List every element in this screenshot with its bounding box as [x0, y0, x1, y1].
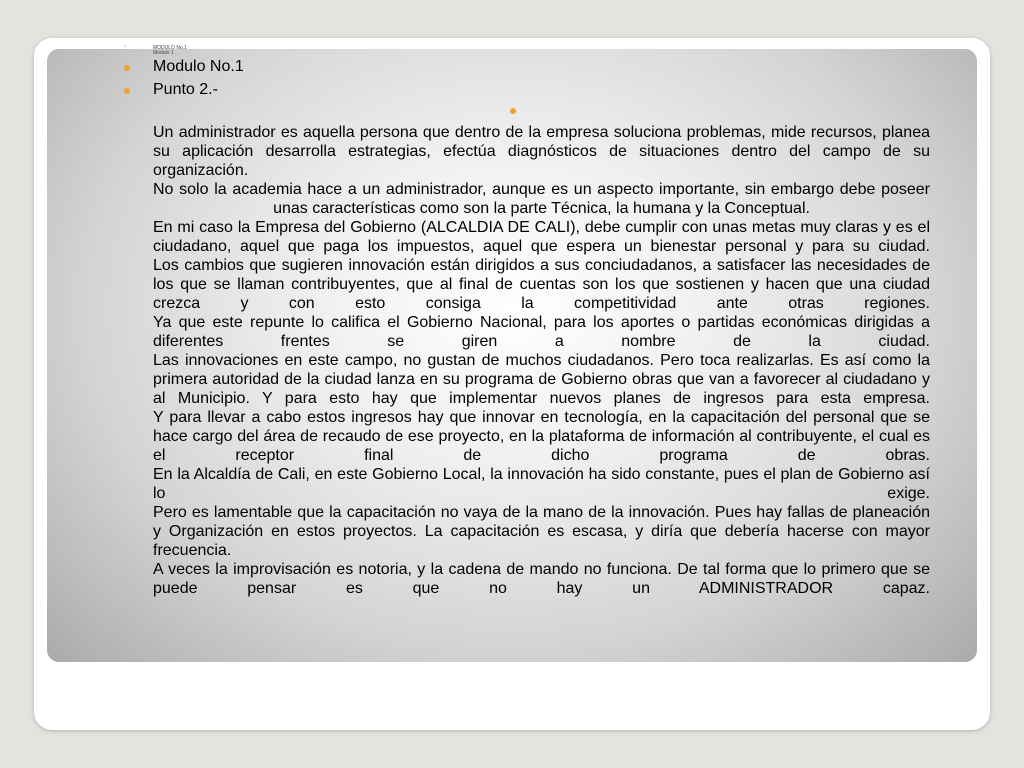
paragraph: En mi caso la Empresa del Gobierno (ALCALDIA DE CALI), debe cumplir con unas metas muy claras y es el ciudadano, aquel que paga los impuestos, aquel que espera un bienestar personal y para su ciudad. [153, 219, 930, 255]
paragraph: A veces la improvisación es notoria, y la cadena de mando no funciona. De tal forma que lo primero que se puede pensar es que no hay un ADMINISTRADOR capaz. [153, 561, 930, 597]
item-punto: Punto 2.- [153, 81, 218, 98]
body-text [153, 123, 930, 598]
bullet-icon [124, 88, 130, 94]
bullet-icon [124, 65, 130, 71]
paragraph: Las innovaciones en este campo, no gustan de muchos ciudadanos. Pero toca realizarlas. Es así como la primera autoridad de la ciudad lanza en su programa de Gobierno obras que van a favorecer al ciudadano y al Municipio. Y para esto hay que implementar nuevos planes de ingresos para esta empresa. [153, 352, 930, 407]
paragraph: Y para llevar a cabo estos ingresos hay que innovar en tecnología, en la capacitación del personal que se hace cargo del área de recaudo de ese proyecto, en la plataforma de información al contribuyente, el cual es el receptor final de dicho programa de obras. [153, 409, 930, 464]
paragraph: Un administrador es aquella persona que dentro de la empresa soluciona problemas, mide recursos, planea su aplicación desarrolla estrategias, efectúa diagnósticos de situaciones dentro del campo de su organización. [153, 124, 930, 179]
tiny-header-line-2: Modulo 1 [153, 50, 174, 56]
paragraph: Pero es lamentable que la capacitación no vaya de la mano de la innovación. Pues hay fallas de planeación y Organización en estos proyectos. La capacitación es escasa, y diría que debería hacerse con mayor frecuencia. [153, 504, 930, 559]
paragraph: No solo la academia hace a un administrador, aunque es un aspecto importante, sin embargo debe poseer unas características como son la parte Técnica, la humana y la Conceptual. [153, 181, 930, 217]
paragraph: Los cambios que sugieren innovación están dirigidos a sus conciudadanos, a satisfacer las necesidades de los que se llaman contribuyentes, que al final de cuentas son los que sostienen y hacen que una ciudad crezca y con esto consiga la competitividad ante otras regiones. [153, 257, 930, 312]
tiny-bullet: • [124, 44, 126, 50]
tiny-header-line-1: MODULO No.1 [153, 45, 187, 51]
item-modulo: Modulo No.1 [153, 58, 244, 75]
bullet-icon [510, 108, 516, 114]
paragraph: Ya que este repunte lo califica el Gobierno Nacional, para los aportes o partidas económicas dirigidas a diferentes frentes se giren a nombre de la ciudad. [153, 314, 930, 350]
paragraph: En la Alcaldía de Cali, en este Gobierno Local, la innovación ha sido constante, pues el plan de Gobierno así lo exige. [153, 466, 930, 502]
